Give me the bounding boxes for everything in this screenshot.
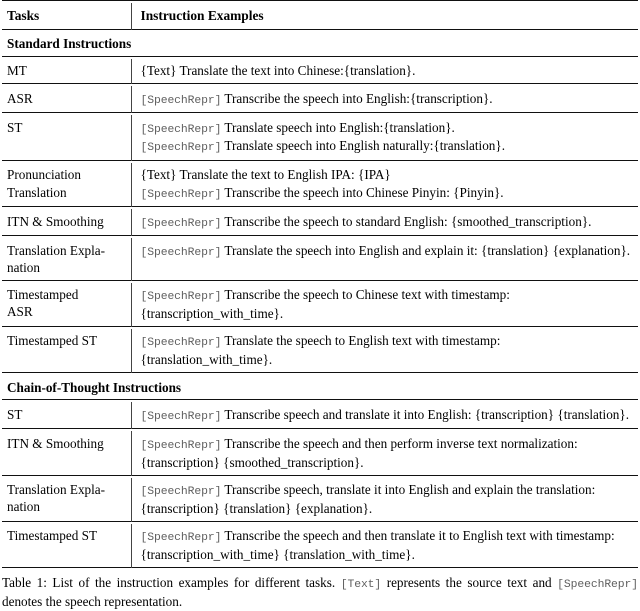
instruction-line (141, 435, 636, 471)
instruction-text: Transcribe the speech to Chinese text with timestamp: {transcription_with_time}. (140, 287, 510, 322)
caption-token-speechrepr: [SpeechRepr] (557, 578, 638, 591)
task-name-cell: ST (7, 119, 23, 135)
group-title-standard: Standard Instructions (7, 36, 132, 52)
table-row (2, 238, 638, 280)
task-name-line: nation (7, 499, 40, 515)
caption-token-text: [Text] (340, 578, 382, 591)
caption-part3: denotes the speech representation. (2, 594, 183, 610)
instruction-example-cell (131, 86, 638, 112)
task-name-cell (2, 283, 131, 327)
table-row (2, 59, 638, 84)
instruction-line (141, 119, 636, 138)
task-name-line: Pronunciation (7, 167, 81, 183)
instruction-example-cell (131, 478, 638, 522)
instruction-line (141, 332, 636, 368)
task-name-line: ASR (7, 304, 33, 320)
instruction-line (141, 286, 636, 322)
instruction-example-cell (131, 524, 638, 568)
task-name-line: Translation Expla- (7, 242, 106, 258)
speech-repr-token: [SpeechRepr] (140, 94, 222, 107)
table-row (2, 431, 638, 475)
instruction-text: Translate the text to English IPA: {IPA} (176, 167, 391, 183)
instruction-text: Transcribe the speech into English:{transcription}. (221, 90, 493, 106)
instruction-text: Transcribe the speech and then perform inverse text normalization: {transcription} {smoothed_transcription}. (140, 435, 578, 470)
table-row (2, 86, 638, 112)
instruction-example-cell (131, 283, 638, 327)
table-row (2, 163, 638, 207)
speech-repr-token: [SpeechRepr] (140, 337, 222, 350)
speech-repr-token: [SpeechRepr] (140, 123, 222, 136)
instruction-line (141, 242, 636, 261)
instruction-text: Transcribe speech and translate it into English: {transcription} {translation}. (221, 406, 630, 422)
rule-bottom (2, 567, 638, 570)
instruction-line (141, 184, 636, 203)
speech-repr-token: [SpeechRepr] (140, 410, 222, 423)
instruction-line (141, 406, 636, 425)
instruction-example-cell (131, 238, 638, 280)
caption-part2: represents the source text and (381, 574, 558, 590)
speech-repr-token: [SpeechRepr] (140, 142, 222, 155)
instruction-text: Translate speech into English naturally:{translation}. (221, 138, 506, 154)
table-row (2, 283, 638, 327)
group-heading-row-cot (2, 375, 638, 400)
instruction-text: Translate the text into Chinese:{translation}. (176, 63, 416, 79)
table-row (2, 524, 638, 568)
instruction-line (141, 62, 636, 79)
instruction-example-cell (131, 209, 638, 235)
table-row (2, 478, 638, 522)
task-name-cell (2, 163, 131, 207)
instruction-example-cell (131, 59, 638, 84)
table-row (2, 209, 638, 235)
table-body (2, 1, 638, 570)
task-name-cell: Timestamped ST (7, 333, 98, 349)
task-name-cell (2, 478, 131, 522)
speech-repr-token: [SpeechRepr] (140, 532, 222, 545)
instruction-line (141, 90, 636, 109)
instruction-examples-table (2, 0, 638, 570)
table-header-row (2, 3, 638, 29)
instruction-example-cell (131, 329, 638, 373)
task-name-cell: MT (7, 63, 27, 79)
instruction-text: Transcribe the speech to standard English: {smoothed_transcription}. (221, 213, 592, 229)
table-row (2, 115, 638, 160)
speech-repr-token: [SpeechRepr] (140, 188, 222, 201)
caption-label: Table 1: (2, 574, 47, 590)
instruction-text: Transcribe the speech into Chinese Pinyin: {Pinyin}. (221, 184, 504, 200)
instruction-text: Translate speech into English:{translation}. (221, 119, 455, 135)
table-row (2, 329, 638, 373)
task-name-line: Timestamped (7, 287, 79, 303)
column-header-tasks: Tasks (7, 8, 40, 23)
instruction-example-cell (131, 431, 638, 475)
task-name-line: Translation Expla- (7, 482, 106, 498)
table-row (2, 402, 638, 428)
speech-repr-token: [SpeechRepr] (140, 246, 222, 259)
task-name-cell: ASR (7, 90, 33, 106)
speech-repr-token: [SpeechRepr] (140, 486, 222, 499)
task-name-line: Translation (7, 184, 67, 200)
column-header-instruction-examples: Instruction Examples (131, 3, 638, 29)
task-name-line: nation (7, 259, 40, 275)
text-token: {Text} (140, 63, 177, 79)
group-title-cot: Chain-of-Thought Instructions (7, 379, 182, 395)
task-name-cell: ST (7, 406, 23, 422)
instruction-line (141, 166, 636, 183)
speech-repr-token: [SpeechRepr] (140, 439, 222, 452)
instruction-example-cell (131, 402, 638, 428)
speech-repr-token: [SpeechRepr] (140, 217, 222, 230)
instruction-line (141, 213, 636, 232)
task-name-cell: ITN & Smoothing (7, 435, 104, 451)
instruction-line (141, 481, 636, 517)
instruction-example-cell (131, 115, 638, 160)
instruction-text: Translate the speech into English and explain it: {translation} {explanation}. (221, 242, 631, 258)
instruction-line (141, 137, 636, 156)
text-token: {Text} (140, 167, 177, 183)
instruction-text: Transcribe speech, translate it into English and explain the translation: {transcription} {translation} {explanation}. (140, 482, 596, 516)
task-name-cell: Timestamped ST (7, 528, 98, 544)
instruction-text: Transcribe the speech and then translate it to English text with timestamp: {transcription_with_time} {translation_with_time}. (140, 528, 615, 563)
group-heading-row-standard (2, 32, 638, 57)
instruction-example-cell (131, 163, 638, 207)
table-caption (2, 574, 638, 611)
caption-part1: List of the instruction examples for different tasks. (46, 574, 341, 590)
instruction-line (141, 527, 636, 563)
task-name-cell: ITN & Smoothing (7, 213, 104, 229)
instruction-text: Translate the speech to English text with timestamp: {translation_with_time}. (140, 333, 501, 368)
task-name-cell (2, 238, 131, 280)
speech-repr-token: [SpeechRepr] (140, 291, 222, 304)
